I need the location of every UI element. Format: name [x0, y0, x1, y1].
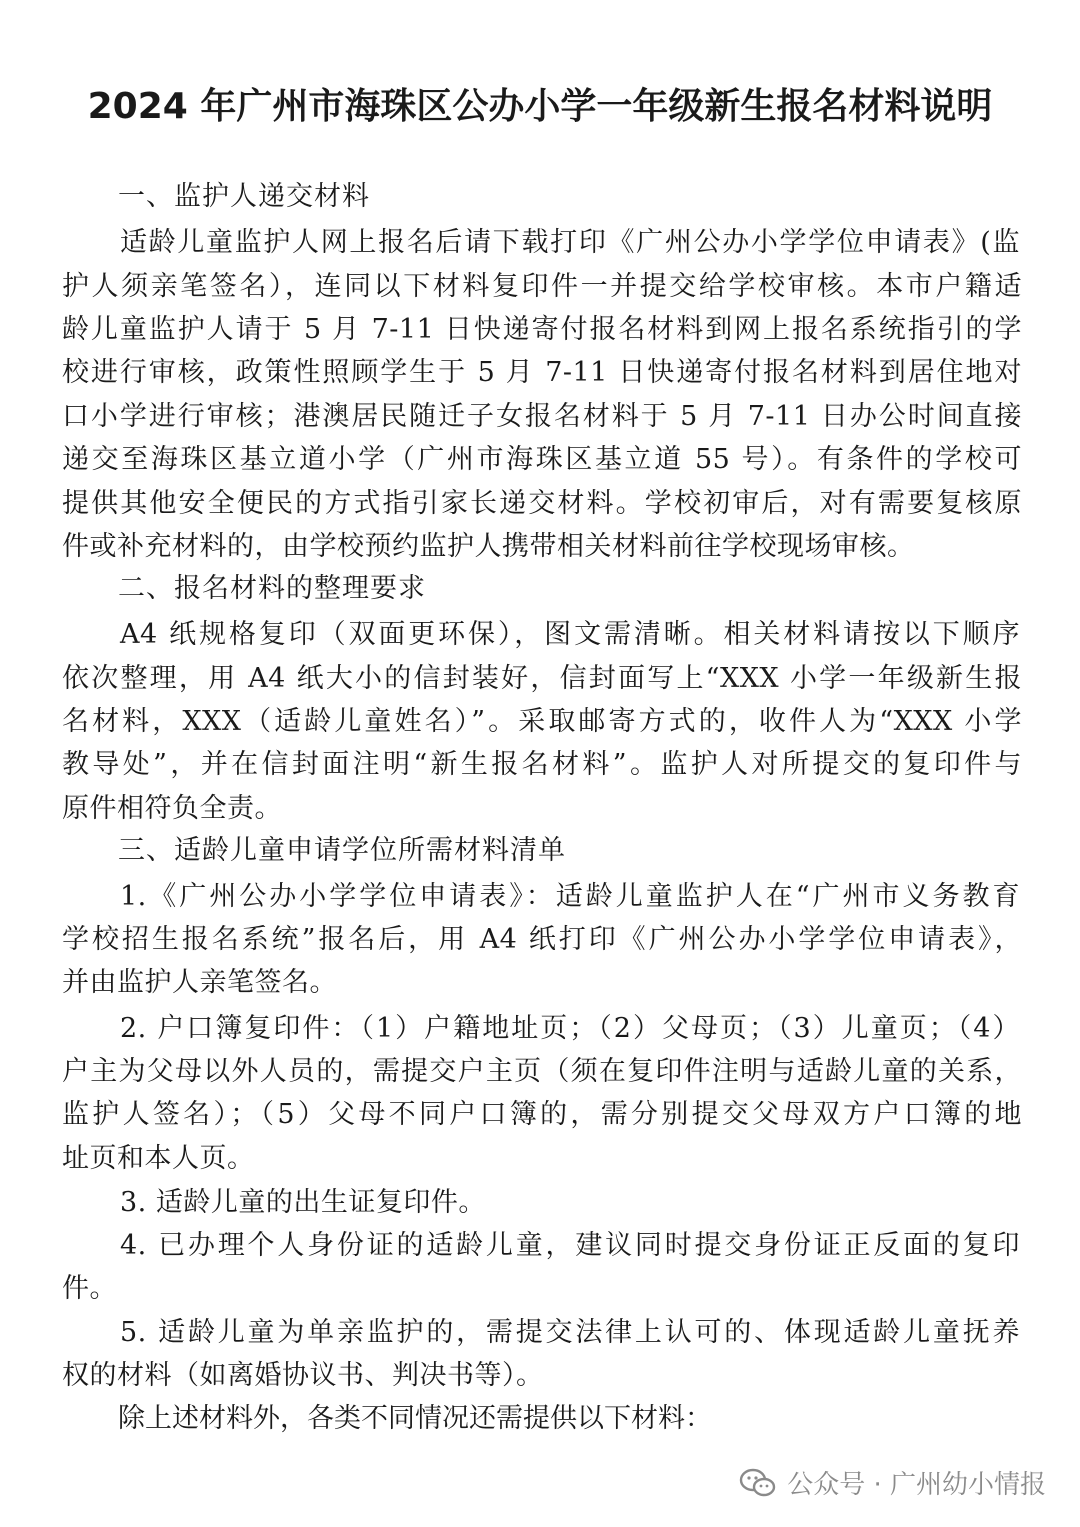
paragraph-line: 龄儿童监护人请于 5 月 7-11 日快递寄付报名材料到网上报名系统指引的学	[62, 314, 1022, 345]
paragraph-line: 适龄儿童监护人网上报名后请下载打印《广州公办小学学位申请表》(监	[120, 227, 1020, 258]
paragraph-line: 名材料，XXX（适龄儿童姓名）”。采取邮寄方式的，收件人为“XXX 小学	[62, 706, 1022, 737]
paragraph-line: 件或补充材料的，由学校预约监护人携带相关材料前往学校现场审核。	[62, 531, 915, 562]
paragraph-line: 教导处”，并在信封面注明“新生报名材料”。监护人对所提交的复印件与	[62, 749, 1022, 780]
watermark	[739, 1464, 1046, 1501]
paragraph-line: 提供其他安全便民的方式指引家长递交材料。学校初审后，对有需要复核原	[62, 488, 1022, 519]
list-item-line: 权的材料（如离婚协议书、判决书等）。	[62, 1360, 544, 1391]
list-item-line: 5. 适龄儿童为单亲监护的，需提交法律上认可的、体现适龄儿童抚养	[120, 1317, 1020, 1348]
list-item-line: 3. 适龄儿童的出生证复印件。	[120, 1187, 486, 1218]
list-item-line: 户主为父母以外人员的，需提交户主页（须在复印件注明与适龄儿童的关系，	[62, 1056, 1022, 1087]
section-heading-guardian-materials: 一、监护人递交材料	[118, 181, 370, 212]
list-item-line: 并由监护人亲笔签名。	[62, 967, 337, 998]
section-heading-materials-list: 三、适龄儿童申请学位所需材料清单	[118, 835, 566, 866]
section-heading-organization-requirements: 二、报名材料的整理要求	[118, 573, 426, 604]
paragraph-line: 口小学进行审核；港澳居民随迁子女报名材料于 5 月 7-11 日办公时间直接	[62, 401, 1022, 432]
watermark-text: 公众号 · 广州幼小情报	[787, 1470, 1046, 1500]
list-item-line: 监护人签名）；（5）父母不同户口簿的，需分别提交父母双方户口簿的地	[62, 1099, 1022, 1130]
list-item-line: 址页和本人页。	[62, 1143, 255, 1174]
closing-note: 除上述材料外，各类不同情况还需提供以下材料：	[118, 1403, 712, 1434]
list-item-line: 件。	[62, 1273, 117, 1304]
list-item-line: 2. 户口簿复印件：（1）户籍地址页；（2）父母页；（3）儿童页；（4）	[120, 1013, 1020, 1044]
paragraph-line: A4 纸规格复印（双面更环保），图文需清晰。相关材料请按以下顺序	[120, 619, 1020, 650]
list-item-line: 学校招生报名系统”报名后，用 A4 纸打印《广州公办小学学位申请表》，	[62, 924, 1022, 955]
paragraph-line: 递交至海珠区基立道小学（广州市海珠区基立道 55 号）。有条件的学校可	[62, 444, 1022, 475]
list-item-line: 1.《广州公办小学学位申请表》：适龄儿童监护人在“广州市义务教育	[120, 881, 1020, 912]
paragraph-line: 依次整理，用 A4 纸大小的信封装好，信封面写上“XXX 小学一年级新生报	[62, 663, 1022, 694]
wechat-icon	[739, 1468, 777, 1498]
paragraph-line: 原件相符负全责。	[62, 793, 282, 824]
paragraph-line: 校进行审核，政策性照顾学生于 5 月 7-11 日快递寄付报名材料到居住地对	[62, 357, 1022, 388]
paragraph-line: 护人须亲笔签名），连同以下材料复印件一并提交给学校审核。本市户籍适	[62, 271, 1022, 302]
list-item-line: 4. 已办理个人身份证的适龄儿童，建议同时提交身份证正反面的复印	[120, 1230, 1020, 1261]
document-title: 2024 年广州市海珠区公办小学一年级新生报名材料说明	[87, 86, 993, 127]
